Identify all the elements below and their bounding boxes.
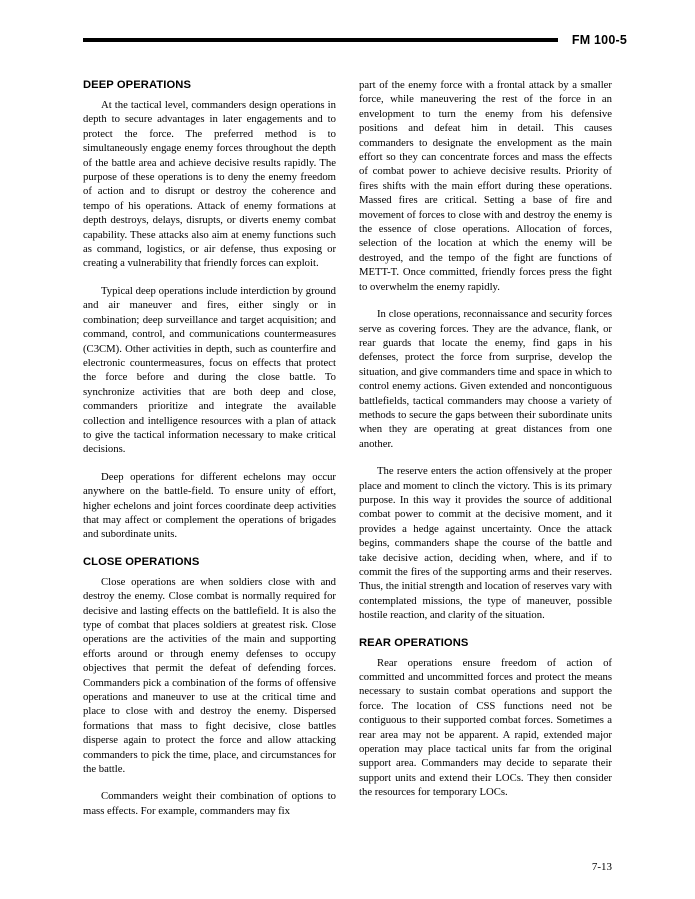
- page-body: [83, 78, 612, 831]
- left-column: [83, 78, 336, 831]
- paragraph: Rear operations ensure freedom of action of committed and uncommitted forces and protect the means necessary to sustain combat operations and support the force. The location of CSS functions need not be contiguous to their supported combat forces. Sometimes a rear area may not be apparent. A rapid, extended major operation may place tactical units far from the original support area. Commanders may decide to separate their support units and extend their LOCs. They then consider the resources for temporary LOCs.: [359, 656, 612, 799]
- paragraph: In close operations, reconnaissance and security forces serve as covering forces. They are the advance, flank, or rear guards that locate the enemy, find gaps in his defenses, protect the force from surprise, develop the situation, and give commanders time and space in which to control enemy actions. Given extended and noncontiguous battlefields, tactical commanders may choose a variety of methods to secure the gaps between their subordinate units when they are operating at great distances from one another.: [359, 308, 612, 450]
- heading-close-operations: CLOSE OPERATIONS: [83, 555, 200, 568]
- right-column: [359, 78, 612, 831]
- paragraph: The reserve enters the action offensively at the proper place and moment to clinch the victory. This is its primary purpose. In this way it provides the source of additional combat power to commit at the decisive moment, and it provides a hedge against uncertainty. Once the attack begins, commanders shape the course of the battle and take decisive action, deciding when, where, and if to commit the fires of the supporting arms and their reserves. Thus, the initial strength and location of reserves vary with contemplated missions, the type of maneuver, possible hostile reaction, and clarity of the situation.: [359, 465, 612, 622]
- paragraph: Close operations are when soldiers close with and destroy the enemy. Close combat is normally required for decisive and lasting effects on the battlefield. It is also the type of combat that places soldiers at greatest risk. Close operations are the activities of the main and supporting efforts around or through enemy defenses to occupy objectives that permit the defeat of defending forces. Commanders pick a combination of the forms of offensive operations and maneuver to use at the critical time and place to close with and destroy the enemy. Dispersed formations that mass to fight decisive, close battles disperse again to protect the force and allow attacking commanders to pick the time, place, and circumstances for the battle.: [83, 575, 336, 776]
- paragraph: Commanders weight their combination of options to mass effects. For example, commanders may fix: [83, 790, 336, 817]
- paragraph-continuation: part of the enemy force with a frontal attack by a smaller force, while maneuvering the rest of the force in an envelopment to turn the enemy from his defensive positions and defeat him in detail. This causes commanders to designate the envelopment as the main effort so they can concentrate forces and mass the effects of combat power to achieve decisive results. Priority of fires shifts with the main effort during these operations. Massed fires are critical. Setting a base of fire and movement of forces to close with and destroy the enemy is the essence of close operations. Allocation of forces, selection of the location at which the enemy will be destroyed, and the tempo of the fight are functions of METT-T. Once committed, friendly forces press the fight to overwhelm the enemy rapidly.: [359, 79, 612, 293]
- page-number: 7-13: [591, 861, 612, 873]
- heading-deep-operations: DEEP OPERATIONS: [83, 79, 192, 91]
- header-rule: [83, 38, 558, 42]
- heading-rear-operations: REAR OPERATIONS: [359, 636, 469, 649]
- page-header: [83, 33, 627, 47]
- document-id: FM 100-5: [571, 33, 627, 47]
- paragraph: At the tactical level, commanders design operations in depth to secure advantages in later engagements and to protect the force. The preferred method is to simultaneously engage enemy forces throughout the depth of the battle area and achieve decisive results rapidly. The purpose of these operations is to deny the enemy freedom of action and to disrupt or destroy the coherence and tempo of his operations. Attack of enemy formations at depth destroys, delays, disrupts, or diverts enemy combat capability. These attacks also aim at enemy functions such as command, logistics, or air defense, thus exposing or creating a vulnerability that friendly forces can exploit.: [83, 99, 336, 270]
- paragraph: Deep operations for different echelons may occur anywhere on the battle-field. To ensure unity of effort, higher echelons and joint forces coordinate deep activities that may affect or complement the operations of brigades and subordinate units.: [83, 470, 336, 541]
- paragraph: Typical deep operations include interdiction by ground and air maneuver and fires, either singly or in combination; deep surveillance and target acquisition; and command, control, and communications countermeasures (C3CM). Other activities in depth, such as counterfire and electronic countermeasures, focus on effects that protect the force before and during the close battle. To synchronize activities that are both deep and close, commanders prioritize and integrate the available collection and intelligence resources with a plan of attack to give the tactical information necessary to make critical decisions.: [83, 284, 336, 456]
